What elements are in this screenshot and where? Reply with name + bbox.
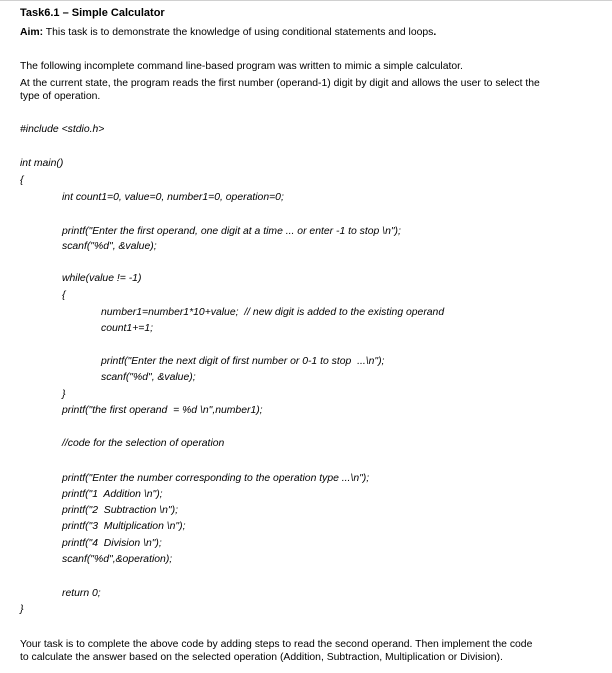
intro-line-2: At the current state, the program reads the first number (operand-1) digit by digit and allows the user to select the (20, 78, 540, 89)
code-line: { (20, 175, 24, 186)
intro-line-1: The following incomplete command line-based program was written to mimic a simple calculator. (20, 61, 463, 72)
intro-line-3: type of operation. (20, 91, 101, 102)
code-line: } (20, 604, 24, 615)
code-line: int count1=0, value=0, number1=0, operation=0; (62, 192, 284, 203)
top-rule (0, 0, 612, 1)
aim-end: . (433, 27, 437, 38)
code-line: scanf("%d",&operation); (62, 554, 173, 565)
code-line: printf("4 Division \n"); (62, 538, 162, 549)
code-line: while(value != -1) (62, 273, 142, 284)
code-line: printf("Enter the first operand, one digit at a time ... or enter -1 to stop \n"); (62, 226, 401, 237)
code-line: count1+=1; (101, 323, 153, 334)
code-line: printf("Enter the next digit of first number or 0-1 to stop ...\n"); (101, 356, 385, 367)
task-line-2: to calculate the answer based on the selected operation (Addition, Subtraction, Multiplication or Division). (20, 652, 503, 663)
code-line: number1=number1*10+value; // new digit is added to the existing operand (101, 307, 445, 318)
code-line: { (62, 290, 66, 301)
code-line: #include <stdio.h> (20, 124, 105, 135)
code-line: } (62, 389, 66, 400)
code-line: //code for the selection of operation (62, 438, 225, 449)
code-line: printf("the first operand = %d \n",number1); (62, 405, 263, 416)
code-line: return 0; (62, 588, 101, 599)
code-line: printf("2 Subtraction \n"); (62, 505, 178, 516)
aim-label: Aim: (20, 27, 44, 38)
code-line: int main() (20, 158, 64, 169)
code-line: scanf("%d", &value); (101, 372, 196, 383)
code-line: printf("3 Multiplication \n"); (62, 521, 186, 532)
aim-text: This task is to demonstrate the knowledge of using conditional statements and loops (43, 27, 434, 38)
aim-line (20, 27, 436, 39)
code-line: printf("1 Addition \n"); (62, 489, 163, 500)
page-title: Task6.1 – Simple Calculator (20, 7, 165, 19)
task-line-1: Your task is to complete the above code by adding steps to read the second operand. Then implement the code (20, 639, 533, 650)
code-line: printf("Enter the number corresponding to the operation type ...\n"); (62, 473, 370, 484)
code-line: scanf("%d", &value); (62, 241, 157, 252)
